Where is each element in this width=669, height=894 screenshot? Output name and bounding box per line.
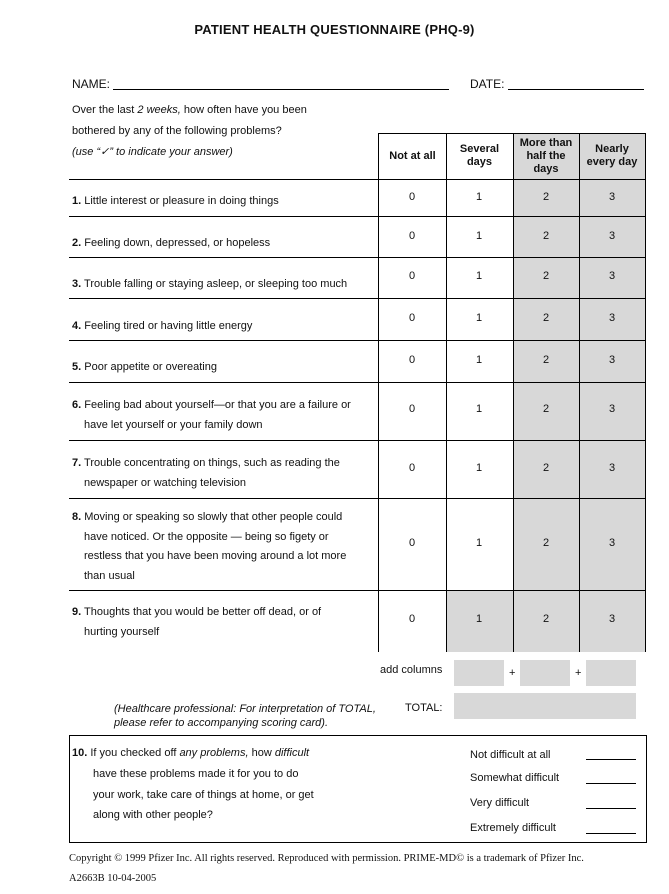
- score-cell[interactable]: 1: [475, 312, 483, 324]
- question-10-line-2: have these problems made it for you to do: [93, 768, 299, 780]
- score-cell[interactable]: 0: [408, 613, 416, 625]
- answer-line-somewhat-difficult[interactable]: [586, 783, 636, 784]
- score-cell[interactable]: 3: [608, 354, 616, 366]
- score-cell[interactable]: 2: [542, 270, 550, 282]
- question-text: Trouble falling or staying asleep, or sleeping too much: [84, 278, 348, 290]
- col-header-text: days: [466, 156, 493, 168]
- column-divider: [645, 133, 646, 652]
- question-7: [72, 454, 372, 493]
- score-cell[interactable]: 0: [408, 191, 416, 203]
- intro-line-1: [72, 104, 307, 116]
- score-cell[interactable]: 0: [408, 230, 416, 242]
- score-cell[interactable]: 0: [408, 312, 416, 324]
- question-10-line-4: along with other people?: [93, 809, 213, 821]
- score-cell[interactable]: 3: [608, 462, 616, 474]
- question-text: than usual: [84, 569, 135, 582]
- question-2: [72, 234, 372, 254]
- option-somewhat-difficult: Somewhat difficult: [470, 772, 560, 784]
- plus-sign: +: [509, 667, 516, 679]
- row-divider: [69, 216, 645, 217]
- col-header-not-at-all: [379, 133, 446, 179]
- row-divider: [69, 590, 645, 591]
- question-text: Feeling down, depressed, or hopeless: [84, 237, 271, 249]
- name-field[interactable]: [113, 89, 449, 90]
- col-header-nearly-every-day: [579, 133, 645, 179]
- question-6: [72, 396, 372, 435]
- plus-sign: +: [575, 667, 582, 679]
- score-cell[interactable]: 3: [608, 312, 616, 324]
- score-cell[interactable]: 1: [475, 403, 483, 415]
- question-number: 3.: [72, 278, 82, 290]
- score-cell[interactable]: 2: [542, 403, 550, 415]
- row-divider: [69, 340, 645, 341]
- question-3: [72, 275, 372, 295]
- score-cell[interactable]: 2: [542, 462, 550, 474]
- row-divider: [69, 440, 645, 441]
- score-cell[interactable]: 2: [542, 354, 550, 366]
- question-number: 7.: [72, 457, 82, 469]
- question-text: Trouble concentrating on things, such as reading the: [84, 457, 340, 469]
- score-cell[interactable]: 0: [408, 403, 416, 415]
- col-header-text: days: [533, 162, 559, 175]
- score-cell[interactable]: 1: [475, 537, 483, 549]
- row-divider: [69, 382, 645, 383]
- col-header-text: Several: [459, 143, 500, 155]
- answer-line-very-difficult[interactable]: [586, 808, 636, 809]
- column-sum-box-1[interactable]: [454, 660, 504, 686]
- date-label: DATE:: [470, 77, 505, 91]
- col-header-more-than-half: [513, 133, 579, 179]
- score-cell[interactable]: 1: [475, 230, 483, 242]
- healthcare-note-line-1: (Healthcare professional: For interpretation of TOTAL,: [114, 703, 376, 715]
- intro-emphasis: 2 weeks,: [137, 104, 181, 116]
- question-text: how: [248, 747, 275, 759]
- question-text-emphasis: any problems,: [179, 747, 249, 759]
- score-cell[interactable]: 1: [475, 613, 483, 625]
- copyright-notice: Copyright © 1999 Pfizer Inc. All rights reserved. Reproduced with permission. PRIME-MD© is a trademark of Pfizer Inc.: [69, 853, 584, 864]
- score-cell[interactable]: 2: [542, 537, 550, 549]
- col-header-text: More than: [519, 136, 573, 149]
- total-label: TOTAL:: [405, 702, 443, 714]
- score-cell[interactable]: 0: [408, 354, 416, 366]
- column-divider: [513, 133, 514, 652]
- score-cell[interactable]: 2: [542, 613, 550, 625]
- question-5: [72, 358, 372, 378]
- healthcare-note-line-2: please refer to accompanying scoring card).: [114, 717, 328, 729]
- intro-text: Over the last: [72, 104, 138, 116]
- question-number: 5.: [72, 361, 82, 373]
- question-number: 4.: [72, 320, 82, 332]
- question-number: 10.: [72, 747, 88, 759]
- question-10-line-3: your work, take care of things at home, or get: [93, 789, 314, 801]
- answer-line-extremely-difficult[interactable]: [586, 833, 636, 834]
- intro-line-2: bothered by any of the following problems?: [72, 125, 282, 137]
- form-title: PATIENT HEALTH QUESTIONNAIRE (PHQ-9): [194, 22, 475, 37]
- date-field[interactable]: [508, 89, 644, 90]
- answer-line-not-difficult[interactable]: [586, 759, 636, 760]
- question-text: have let yourself or your family down: [84, 418, 263, 431]
- question-1: [72, 192, 372, 212]
- question-text: newspaper or watching television: [84, 476, 247, 489]
- question-number: 1.: [72, 195, 82, 207]
- score-cell[interactable]: 0: [408, 270, 416, 282]
- score-cell[interactable]: 3: [608, 403, 616, 415]
- row-divider: [69, 179, 645, 180]
- question-text: restless that you have been moving around a lot more: [84, 550, 347, 562]
- row-divider: [69, 298, 645, 299]
- question-text-emphasis: difficult: [274, 747, 310, 759]
- total-box[interactable]: [454, 693, 636, 719]
- intro-text: how often have you been: [180, 104, 307, 116]
- question-text: have noticed. Or the opposite — being so figety or: [84, 530, 329, 543]
- column-sum-box-3[interactable]: [586, 660, 636, 686]
- name-label: NAME:: [72, 77, 111, 91]
- score-cell[interactable]: 0: [408, 537, 416, 549]
- score-cell[interactable]: 1: [475, 462, 483, 474]
- question-text: Feeling bad about yourself—or that you are a failure or: [84, 399, 351, 411]
- question-4: [72, 317, 372, 337]
- question-text: If you checked off: [90, 747, 180, 759]
- question-number: 6.: [72, 399, 82, 411]
- question-text: Little interest or pleasure in doing things: [84, 195, 279, 207]
- option-very-difficult: Very difficult: [470, 797, 530, 809]
- column-divider: [579, 133, 580, 652]
- question-text: Moving or speaking so slowly that other people could: [84, 511, 343, 523]
- score-cell[interactable]: 2: [542, 191, 550, 203]
- response-grid: [378, 133, 645, 652]
- question-10-line-1: [72, 747, 309, 759]
- score-cell[interactable]: 0: [408, 462, 416, 474]
- question-text: Thoughts that you would be better off dead, or of: [84, 606, 322, 618]
- score-cell[interactable]: 3: [608, 270, 616, 282]
- score-cell[interactable]: 1: [475, 270, 483, 282]
- column-sum-box-2[interactable]: [520, 660, 570, 686]
- question-number: 9.: [72, 606, 82, 618]
- score-cell[interactable]: 2: [542, 230, 550, 242]
- score-cell[interactable]: 3: [608, 191, 616, 203]
- question-number: 8.: [72, 511, 82, 523]
- question-text: Feeling tired or having little energy: [84, 320, 253, 332]
- col-header-text: Nearly: [595, 143, 629, 155]
- question-9: [72, 603, 372, 642]
- question-text: hurting yourself: [84, 625, 160, 638]
- question-text: Poor appetite or overeating: [84, 361, 217, 373]
- row-divider: [69, 498, 645, 499]
- col-header-text: every day: [586, 156, 638, 168]
- form-code: A2663B 10-04-2005: [69, 873, 157, 884]
- column-divider: [446, 133, 447, 652]
- add-columns-label: add columns: [380, 664, 443, 676]
- intro-instruction: (use “✓” to indicate your answer): [72, 146, 233, 158]
- score-cell[interactable]: 3: [608, 230, 616, 242]
- score-cell[interactable]: 3: [608, 537, 616, 549]
- question-number: 2.: [72, 237, 82, 249]
- score-cell[interactable]: 2: [542, 312, 550, 324]
- col-header-several-days: [446, 133, 513, 179]
- score-cell[interactable]: 3: [608, 613, 616, 625]
- question-8: [72, 508, 372, 586]
- score-cell[interactable]: 1: [475, 191, 483, 203]
- option-not-difficult: Not difficult at all: [470, 749, 551, 761]
- option-extremely-difficult: Extremely difficult: [470, 822, 556, 834]
- row-divider: [69, 257, 645, 258]
- col-header-text: half the: [526, 149, 566, 162]
- score-cell[interactable]: 1: [475, 354, 483, 366]
- col-header-text: Not at all: [389, 149, 436, 162]
